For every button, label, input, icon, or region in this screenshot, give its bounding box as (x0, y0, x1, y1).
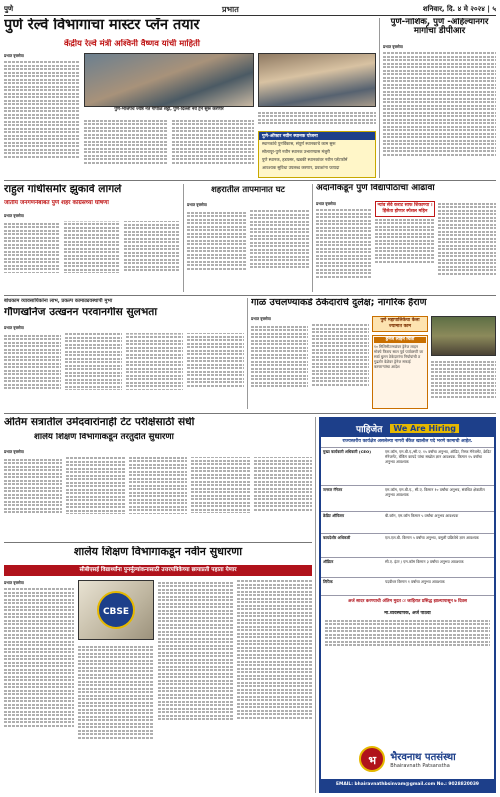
row3-right-photo (431, 316, 496, 356)
row5-sub: सीबीएसई विद्यार्थ्यांना पुनर्मूल्यांकनासाठी उत्तरपत्रिकेच्या छायाप्रती पहाता येणार (4, 565, 312, 576)
top-story-text-col-2 (84, 118, 168, 178)
ad-brand-english: Bhairavnath Patsanstha (390, 763, 450, 769)
ad-hiring-english: We Are Hiring (390, 424, 459, 433)
column-rule (379, 18, 380, 178)
column-rule (247, 298, 248, 409)
section-divider (4, 542, 312, 543)
section-divider (4, 180, 496, 181)
top-story-text-col-4 (258, 110, 376, 130)
right-column-text (383, 44, 496, 178)
row2-right-byline: प्रभात वृत्तसेवा (316, 201, 336, 206)
ad-position-title: मुख्य कार्यकारी अधिकारी (CEO) (323, 449, 371, 454)
masthead-city: पुणे (4, 5, 14, 13)
row2-middle-byline: प्रभात वृत्तसेवा (187, 202, 207, 207)
row4-sub: शालेय शिक्षण विभागाकडून तरतुदीत सुधारणा (34, 433, 174, 442)
column-rule (312, 184, 313, 292)
ad-footer: EMAIL: bhairavnathbsinvam@gmail.com No.: 9028820039 (321, 779, 494, 791)
ad-position-title: ऑडिटर (323, 559, 334, 564)
row2-right-boxed (375, 201, 435, 292)
row2-right-headline: अदानींकडून पुणे विद्यापीठाचा आढावा (316, 184, 435, 193)
ad-position-title: जनरल मॅनेजर (323, 487, 343, 492)
right-column-headline: पुणे-नाशिक, पुणे -अहिल्यानगर मार्गाचा डीपीआर (390, 18, 489, 37)
row2-middle-headline: शहरातील तापमानात घट (211, 185, 285, 194)
ad-positions-table (321, 447, 494, 596)
row5-byline: प्रभात वृत्तसेवा (4, 580, 24, 585)
row5-text-c (158, 580, 312, 793)
ad-position-row (321, 448, 494, 486)
row2-right-text-b (438, 201, 496, 292)
top-story-text-col-1 (4, 53, 80, 178)
cbse-logo (97, 591, 135, 629)
row2-left-byline: प्रभात वृत्तसेवा (4, 213, 24, 218)
top-story-headline: पुणे रेल्वे विभागाचा मास्टर प्लॅन तयार (4, 18, 200, 33)
ad-position-desc: पदवीधर किमान १ वर्षाचा अनुभव आवश्यक (385, 579, 445, 584)
row3-right-byline: प्रभात वृत्तसेवा (251, 316, 271, 321)
ad-position-row (321, 486, 494, 512)
row3-right-box2-title: ड्रेनेज लाइन चिंता (374, 337, 426, 343)
top-story-photo (84, 53, 254, 107)
row3-left-headline: गौणखनिज उत्खनन परवानगीस सुलभता (4, 307, 158, 318)
row3-right-text (251, 316, 369, 409)
row2-left-headline: राहुल गांधींसमोर झुकावे लागले (4, 184, 122, 195)
row3-left-kicker: बांधकाम व्यावसायिकांना लाभ, प्रकल्प कामाट्यवस्थापी मुभा (4, 298, 113, 304)
ad-position-row (321, 558, 494, 578)
ad-position-desc: बी.कॉम, एम.कॉम किमान ५ वर्षांचा अनुभव आवश्यक (385, 513, 459, 518)
row3-right-text-c (431, 359, 496, 409)
row3-right-headline: गाळ उचलण्याकडे ठेकेदारांचे दुर्लक्ष; नागरिक हैराण (251, 298, 427, 308)
ad-position-desc: एम.कॉम, एम.बी.ए., सी.ए. किमान १० वर्षांचा अनुभव, संबंधित क्षेत्रातील अनुभव आवश्यक (385, 487, 485, 497)
row3-left-text (4, 325, 244, 409)
row2-middle-text (187, 202, 309, 292)
top-story-byline: प्रभात वृत्तसेवा (4, 53, 24, 58)
row2-left-sub: जातीय जनगणनेबाबत पुणे शहर काँग्रेसच्या घोषणा (4, 200, 109, 206)
top-story-infobox (258, 131, 376, 178)
section-divider (4, 413, 496, 414)
masthead (4, 4, 496, 16)
ad-intro: राज्यस्तरीय कार्यक्षेत्र असलेल्या नागरी बँकेत खालील पदे भरणे कामाची आहेत. (342, 439, 473, 444)
ad-position-row (321, 578, 494, 596)
column-rule (183, 184, 184, 292)
infobox-item: पुणे स्थानक, हडपसर, खडकी स्थानकांवर नवीन प्लॅटफॉर्म (262, 157, 348, 162)
ad-contact: मा.व्यवस्थापक, अर्ज पाठवा (384, 611, 431, 616)
row5-text-b (78, 644, 154, 793)
infobox-item: सोलापूर-पुणे नवीन स्थानक उभारण्यास मंजुरी (262, 149, 330, 154)
ad-position-row (321, 512, 494, 534)
ad-brand-marathi: भैरवनाथ पतसंस्था (390, 752, 456, 763)
top-story-photo-caption: पुणे-भाजपचे ज्येष्ठ नेते गोपाळ शेट्टी, पुणे-दिल्ली नवे ट्रेन सुरू करणार (114, 107, 224, 112)
ad-position-row (321, 534, 494, 558)
ad-apply-text: अर्ज सादर करण्याची अंतिम मुदत ः जाहिरात प्रसिद्ध झाल्यापासून ७ दिवस (348, 599, 467, 604)
row2-left-text (4, 213, 180, 292)
masthead-date: शनिवार, दि. ४ मे २०२४ | ५ (422, 5, 496, 13)
ad-position-desc: एम.कॉम, एम.बी.ए./सी.ए. १५ वर्षांचा अनुभव, ऑडिट, रिस्क मॅनेजमेंट, क्रेडिट मॅनेजमेंट, बँकिंग कायदे यांचा सखोल ज्ञान आवश्यक. किमान १५ वर्षांचा अनुभव आवश्यक (385, 449, 492, 464)
row2-right-boxed-title: न्यांव सेवे कराट साफ शिकाण्या । हिंसेता होणार स्पेशल महिन (375, 201, 435, 217)
row2-right-text-a (316, 201, 372, 292)
row3-left-byline: प्रभात वृत्तसेवा (4, 325, 24, 330)
ad-header (321, 419, 494, 437)
row3-right-box2 (372, 335, 428, 409)
newspaper-page (4, 4, 496, 793)
row5-headline: शालेय शिक्षण विभागाकडून नवीन सुधारणा (73, 546, 243, 558)
cbse-logo-text: CBSE (102, 607, 130, 617)
row4-text (4, 449, 312, 539)
infobox-item: आवश्यक सुविधा उपलब्ध करणार, प्रवाशांना फायदा (262, 165, 340, 170)
infobox-item: स्थानकांचे पुनर्विकास, संपूर्ण स्थानकाचे काम सुरू (262, 141, 336, 146)
ad-position-title: लिपिक (323, 579, 333, 584)
section-divider (4, 295, 496, 296)
row4-byline: प्रभात वृत्तसेवा (4, 449, 24, 454)
row3-right-box2-text: १० मिलिमीटरच्यांवर ड्रेनेज लाइन मोक्ये फिराय साल पूर्व पर्यावरणी जा सार्व बुलन ठेकेदारांना निर्यायांची ठ गुढतोर वेळेवर ड्रेनेज सफाई करणाऱ्यांचा आदेश (374, 344, 424, 369)
infobox-title: पुणे-ऑफ्टर नवीन स्थानक योजना (259, 132, 375, 140)
ad-position-title: कायदेशीर अधिकारी (323, 535, 351, 540)
top-story-photo-2 (258, 53, 376, 107)
column-rule (315, 417, 316, 793)
row5-text-a (4, 580, 74, 793)
ad-position-desc: सी.ए. इंटर / एम.कॉम किमान ३ वर्षांचा अनुभव आवश्यक (385, 559, 464, 564)
ad-position-title: क्रेडिट ऑफिसर (323, 513, 345, 518)
row5-cbse-photo (78, 580, 154, 640)
top-story-text-col-3 (172, 118, 254, 178)
top-story-subheadline: केंद्रीय रेल्वे मंत्री अश्विनी वैष्णव यांची माहिती (64, 39, 200, 48)
row3-right-box1: पुणे महापालिकेचा केला ज्यामात काम (372, 316, 428, 332)
ad-position-desc: एल.एल.बी. किमान ५ वर्षांचा अनुभव, वसुली प्रक्रियेचे ज्ञान आवश्यक (385, 535, 479, 540)
masthead-paper-name: प्रभात (222, 5, 239, 14)
row4-headline: अंतिम सत्रातील उमेदवारांनाही टेट परीक्षेसाठी संधी (4, 417, 195, 428)
ad-brand (321, 741, 494, 777)
hiring-advertisement (319, 417, 496, 793)
right-column-byline: प्रभात वृत्तसेवा (383, 44, 403, 49)
ad-hiring-marathi: पाहिजेत (355, 424, 383, 435)
bank-logo-icon: भ (359, 746, 385, 772)
